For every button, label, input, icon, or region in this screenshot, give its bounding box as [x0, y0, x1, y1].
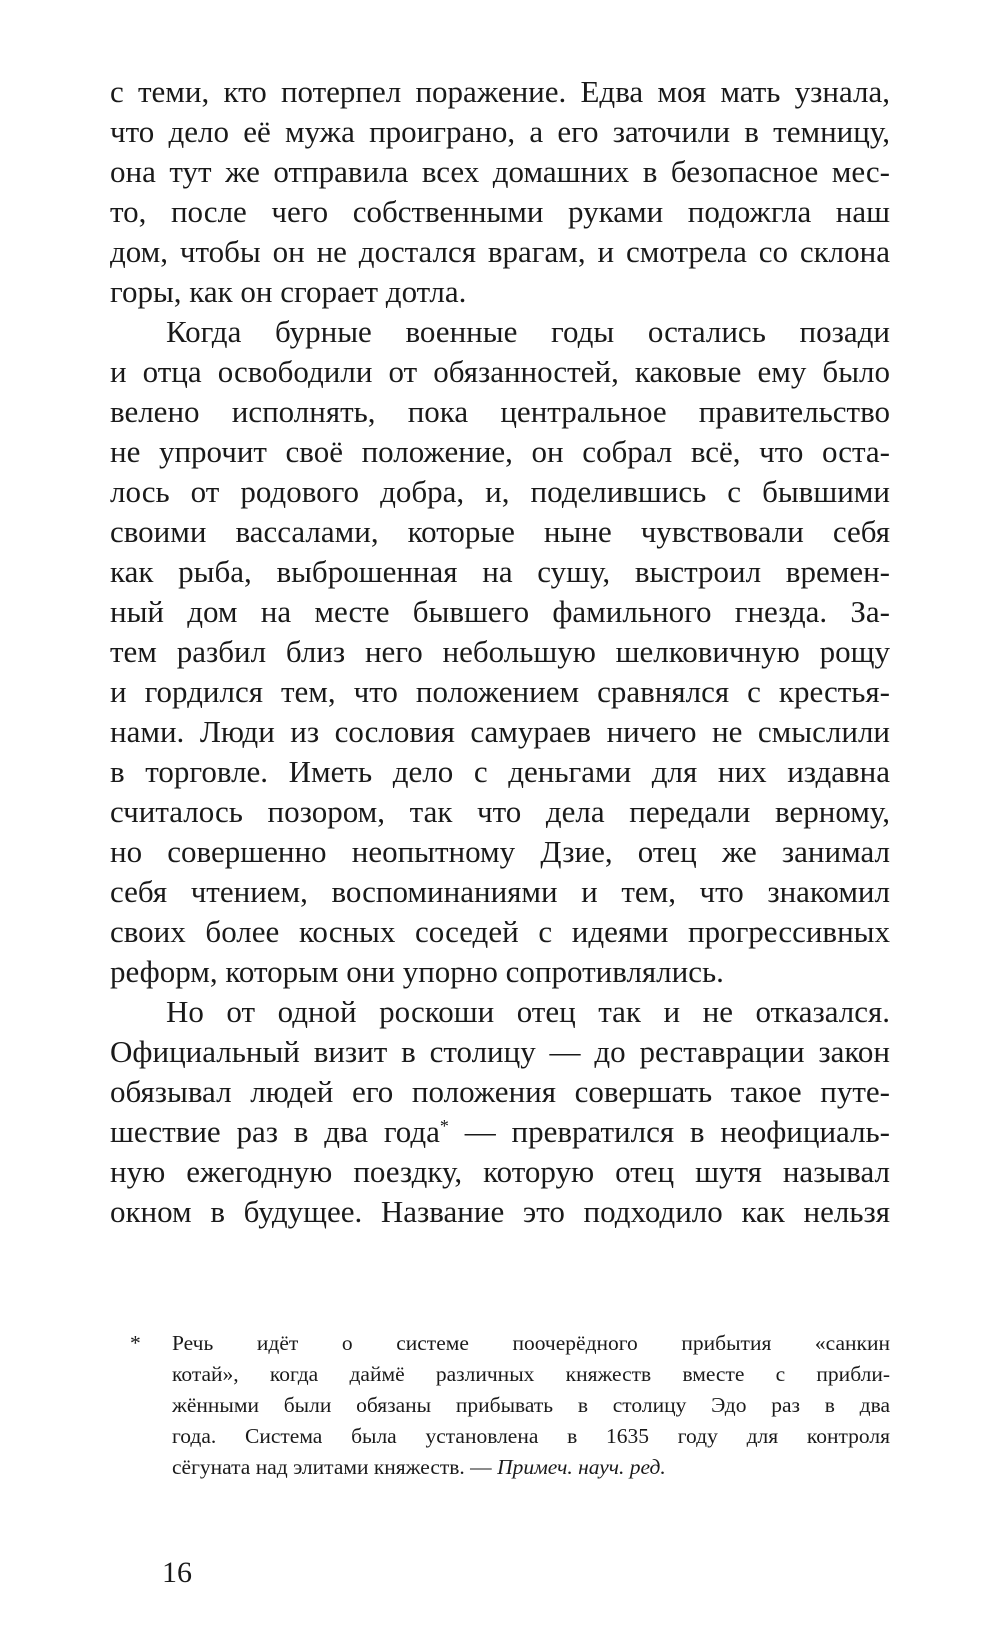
text-line: Когда бурные военные годы остались позади: [166, 314, 890, 349]
text-line: она тут же отправила всех домашних в безопасное мес-: [110, 154, 890, 189]
text-line: своих более косных соседей с идеями прогрессивных: [110, 914, 890, 949]
editor-attribution: Примеч. науч. ред.: [497, 1455, 666, 1479]
text-line: как рыба, выброшенная на сушу, выстроил времен-: [110, 554, 890, 589]
text-line: и гордился тем, что положением сравнялся с крестья-: [110, 674, 890, 709]
text-line: ную ежегодную поездку, которую отец шутя называл: [110, 1154, 890, 1189]
footnote-marker: *: [130, 1331, 141, 1355]
text-line: окном в будущее. Название это подходило как нельзя: [110, 1194, 890, 1229]
footnote-line-text: сёгуната над элитами княжеств. —: [172, 1455, 492, 1479]
text-segment: шествие раз в два года: [110, 1114, 440, 1149]
text-line: своими вассалами, которые ныне чувствовали себя: [110, 514, 890, 549]
footnote-line: котай», когда даймё различных княжеств вместе с прибли-: [172, 1362, 890, 1386]
text-line: реформ, которым они упорно сопротивлялись.: [110, 954, 724, 989]
footnote-line: года. Система была установлена в 1635 году для контроля: [172, 1424, 890, 1448]
text-line: и отца освободили от обязанностей, каковые ему было: [110, 354, 890, 389]
text-line-with-footnote-ref: [110, 1112, 890, 1152]
text-line: себя чтением, воспоминаниями и тем, что знакомил: [110, 874, 890, 909]
text-line: не упрочит своё положение, он собрал всё, что оста-: [110, 434, 890, 469]
text-line: ный дом на месте бывшего фамильного гнезда. За-: [110, 594, 890, 629]
footnote-line-with-attribution: [172, 1452, 890, 1483]
text-line: велено исполнять, пока центральное правительство: [110, 394, 890, 429]
page-number: 16: [162, 1556, 192, 1589]
text-line: Но от одной роскоши отец так и не отказался.: [166, 994, 890, 1029]
text-line: дом, чтобы он не достался врагам, и смотрела со склона: [110, 234, 890, 269]
text-line: что дело её мужа проиграно, а его заточили в темницу,: [110, 114, 890, 149]
text-line: тем разбил близ него небольшую шелковичную рощу: [110, 634, 890, 669]
text-line: в торговле. Иметь дело с деньгами для них издавна: [110, 754, 890, 789]
text-line: считалось позором, так что дела передали верному,: [110, 794, 890, 829]
text-line: то, после чего собственными руками подожгла наш: [110, 194, 890, 229]
footnote-line: Речь идёт о системе поочерёдного прибытия «санкин: [172, 1331, 890, 1355]
text-line: горы, как он сгорает дотла.: [110, 274, 467, 309]
text-line: Официальный визит в столицу — до реставрации закон: [110, 1034, 890, 1069]
text-line: лось от родового добра, и, поделившись с бывшими: [110, 474, 890, 509]
footnote-reference[interactable]: *: [439, 1116, 449, 1136]
footnote-text: [172, 1328, 890, 1483]
text-line: но совершенно неопытному Дзие, отец же занимал: [110, 834, 890, 869]
text-segment: — превратился в неофициаль-: [464, 1114, 891, 1149]
footnote-line: жёнными были обязаны прибывать в столицу Эдо раз в два: [172, 1393, 890, 1417]
text-line: с теми, кто потерпел поражение. Едва моя мать узнала,: [110, 74, 890, 109]
text-line: обязывал людей его положения совершать такое путе-: [110, 1074, 890, 1109]
text-line: нами. Люди из сословия самураев ничего не смыслили: [110, 714, 890, 749]
main-text: [110, 72, 890, 1232]
